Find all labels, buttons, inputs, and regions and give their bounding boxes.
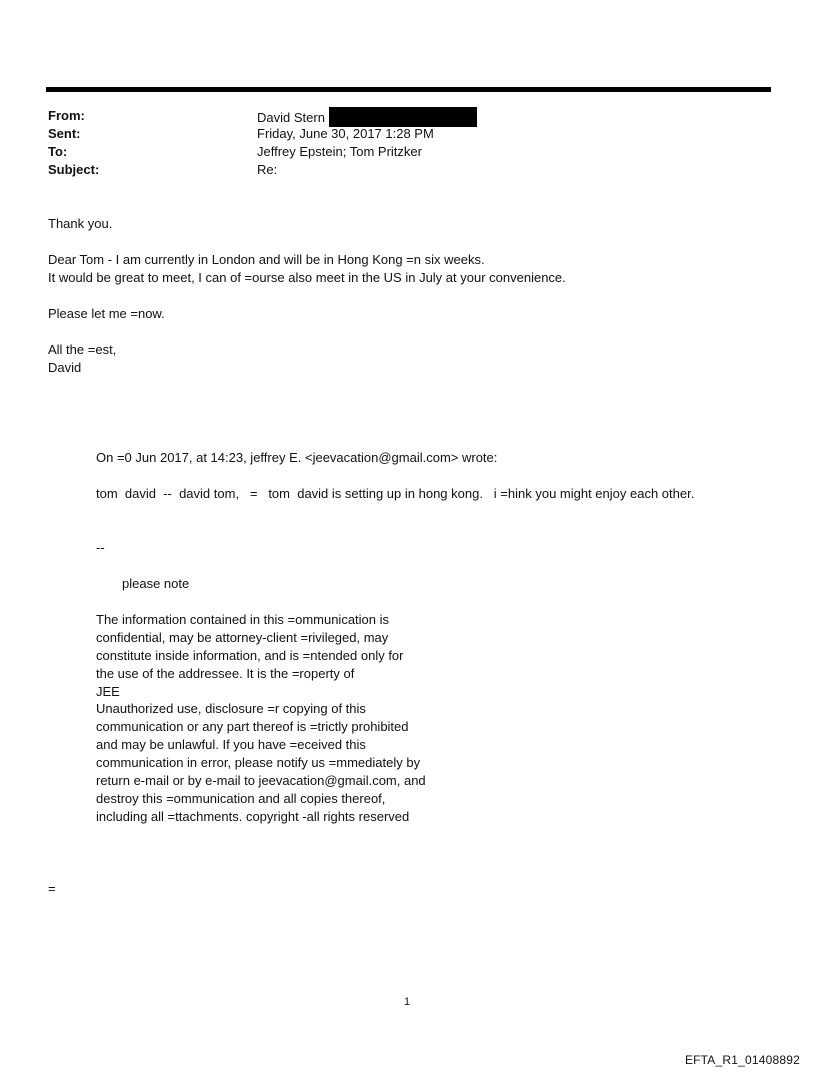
disclaimer-line: the use of the addressee. It is the =roperty of (96, 666, 355, 681)
subject-value: Re: (257, 162, 278, 177)
disclaimer-line: and may be unlawful. If you have =eceived this (96, 737, 366, 752)
sent-label: Sent: (48, 126, 81, 141)
document-id: EFTA_R1_01408892 (684, 1053, 800, 1067)
quoted-message: tom david -- david tom, = tom david is setting up in hong kong. i =hink you might enjoy each other. (96, 486, 695, 501)
body-signature: David (48, 360, 82, 375)
disclaimer-line: constitute inside information, and is =ntended only for (96, 648, 404, 663)
disclaimer-line: communication or any part thereof is =trictly prohibited (96, 719, 409, 734)
please-note: please note (122, 576, 190, 591)
to-value: Jeffrey Epstein; Tom Pritzker (257, 144, 422, 159)
body-thanks: Thank you. (48, 216, 113, 231)
redaction-box (329, 107, 477, 127)
disclaimer-line: destroy this =ommunication and all copies thereof, (96, 791, 386, 806)
from-value (257, 107, 477, 127)
disclaimer-line: Unauthorized use, disclosure =r copying of this (96, 701, 366, 716)
to-label: To: (48, 144, 68, 159)
header-rule (46, 87, 771, 92)
body-closing: All the =est, (48, 342, 117, 357)
sent-value: Friday, June 30, 2017 1:28 PM (257, 126, 434, 141)
disclaimer-line: communication in error, please notify us =mmediately by (96, 755, 421, 770)
body-paragraph-line: Dear Tom - I am currently in London and will be in Hong Kong =n six weeks. (48, 252, 485, 267)
body-request: Please let me =now. (48, 306, 165, 321)
body-paragraph-line: It would be great to meet, I can of =ourse also meet in the US in July at your convenience. (48, 270, 566, 285)
disclaimer-line: The information contained in this =ommunication is (96, 612, 390, 627)
quoted-attribution: On =0 Jun 2017, at 14:23, jeffrey E. <jeevacation@gmail.com> wrote: (96, 450, 498, 465)
disclaimer-line: confidential, may be attorney-client =rivileged, may (96, 630, 389, 645)
quoted-separator: -- (96, 540, 105, 555)
sender-name: David Stern (257, 110, 325, 125)
subject-label: Subject: (48, 162, 100, 177)
trailing-mark: = (48, 881, 56, 896)
disclaimer-line: return e-mail or by e-mail to jeevacation@gmail.com, and (96, 773, 426, 788)
disclaimer-line: JEE (96, 684, 120, 699)
disclaimer-line: including all =ttachments. copyright -all rights reserved (96, 809, 410, 824)
from-label: From: (48, 108, 85, 123)
page-number: 1 (404, 996, 411, 1008)
